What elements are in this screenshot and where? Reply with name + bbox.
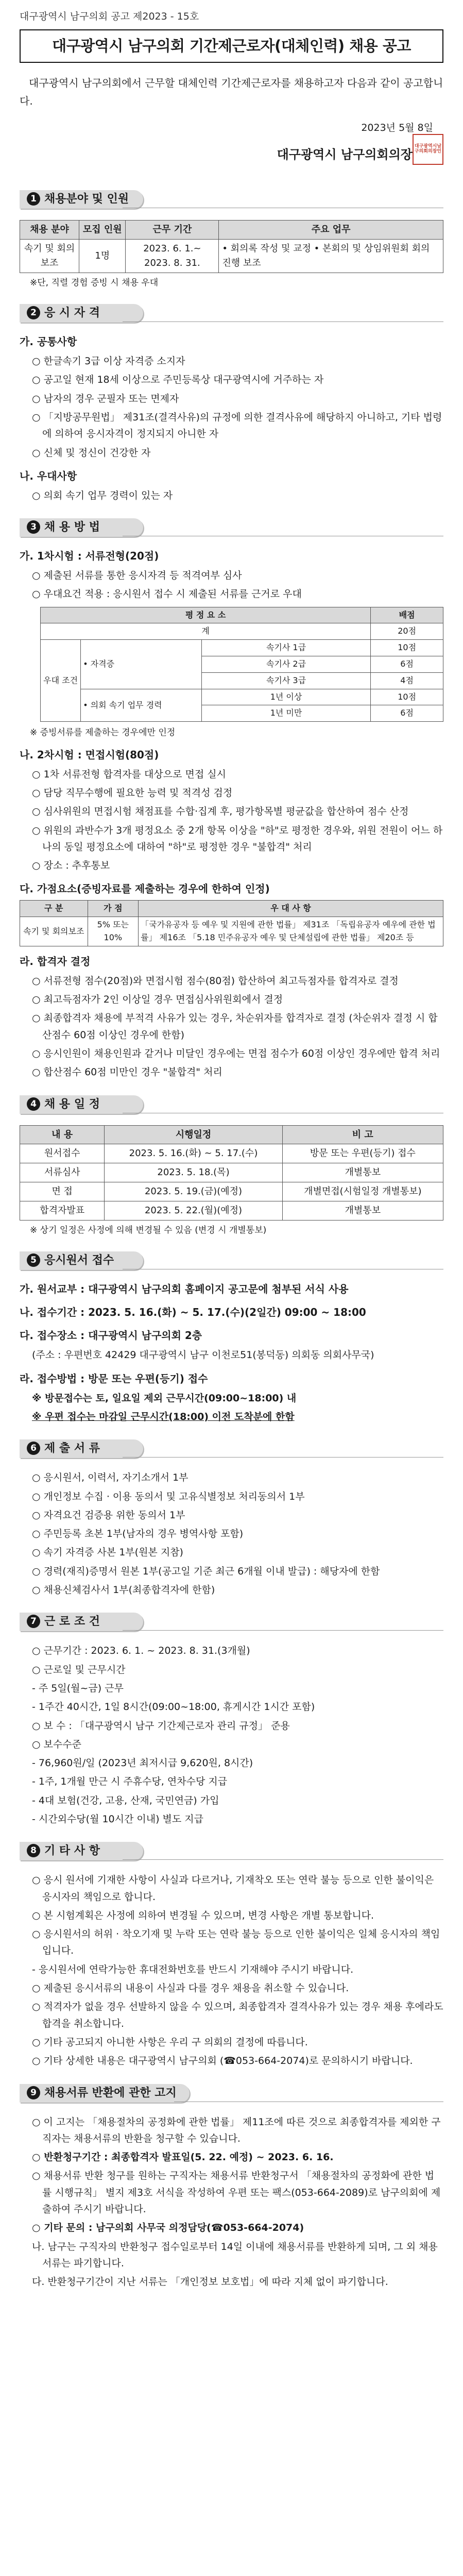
list-item: ○ 담당 직무수행에 필요한 능력 및 적격성 검정	[32, 787, 233, 799]
section-2-header	[20, 304, 443, 325]
list-item: ○ 서류전형 점수(20점)와 면접시험 점수(80점) 합산하여 최고득점자를 합격자로 결정	[32, 975, 399, 987]
list-item: ○ 신체 및 정신이 건강한 자	[32, 447, 151, 459]
list-item: ○ 공고일 현재 18세 이상으로 주민등록상 대구광역시에 거주하는 자	[32, 374, 324, 386]
list-item: ○ 근무기간 : 2023. 6. 1. ~ 2023. 8. 31.(3개월)	[32, 1645, 250, 1657]
list-item: ○ 의회 속기 업무 경력이 있는 자	[32, 489, 173, 501]
recruit-table	[20, 220, 443, 273]
section-4-header	[20, 1095, 443, 1116]
score-cell: 10점	[371, 689, 443, 705]
list-item: - 1주, 1개월 만근 시 주휴수당, 연차수당 지급	[32, 1776, 228, 1788]
application-item: 나. 접수기간 : 2023. 5. 16.(화) ~ 5. 17.(수)(2일간) 09:00 ~ 18:00	[20, 1306, 366, 1319]
list-item: ○ 심사위원의 면접시험 채점표를 수합·집계 후, 평가항목별 평균값을 합산하여 점수 산정	[32, 806, 409, 818]
score-cell: 4점	[371, 672, 443, 689]
subsection-interview: 나. 2차시험 : 면접시험(80점)	[20, 748, 159, 761]
schedule-note: ※ 상기 일정은 사정에 의해 변경될 수 있음 (변경 시 개별통보)	[30, 1225, 267, 1236]
list-item: ○ 이 고지는 「채용절차의 공정화에 관한 법률」 제11조에 따른 것으로 최종합격자를 제외한 구직자는 채용서류의 반환을 청구할 수 있습니다.	[32, 2116, 441, 2144]
section-5-header	[20, 1251, 443, 1272]
section-title: 제 출 서 류	[44, 1442, 100, 1455]
remark-cell: 방문 또는 우편(등기) 접수	[282, 1144, 443, 1163]
section-number: 7	[27, 1615, 40, 1628]
evaluation-table	[40, 607, 443, 722]
table-row	[20, 1201, 443, 1221]
category-cell: • 자격증	[81, 640, 202, 689]
preference-cell: 「국가유공자 등 예우 및 지원에 관한 법률」 제31조 「독립유공자 예우에 관한 법률」 제16조 「5.18 민주유공자 예우 및 단체설립에 관한 법률」 제20조 등	[139, 917, 443, 946]
list-item: ○ 근로일 및 근무시간	[32, 1664, 126, 1675]
section-title: 기 타 사 항	[44, 1844, 100, 1858]
header-schedule: 시행일정	[105, 1125, 282, 1144]
section-7-header	[20, 1613, 443, 1633]
section-title: 채 용 방 법	[44, 521, 100, 534]
item-cell: 1년 미만	[201, 705, 370, 722]
application-item: 가. 원서교부 : 대구광역시 남구의회 홈페이지 공고문에 첨부된 서식 사용	[20, 1283, 349, 1296]
schedule-cell: 2023. 5. 19.(금)(예정)	[105, 1182, 282, 1201]
header-points: 가 점	[88, 901, 139, 917]
list-item: ○ 자격요건 검증용 위한 동의서 1부	[32, 1509, 185, 1521]
category-cell: 속기 및 회의보조	[20, 917, 88, 946]
schedule-cell: 2023. 5. 18.(목)	[105, 1163, 282, 1182]
section-title: 근 로 조 건	[44, 1615, 100, 1629]
header-factor: 평 정 요 소	[41, 607, 371, 623]
list-item: ○ 기타 문의 : 남구의회 사무국 의정담당(☎053-664-2074)	[32, 2222, 304, 2234]
table-row	[41, 623, 443, 640]
schedule-table	[20, 1125, 443, 1221]
count-cell: 1명	[79, 239, 126, 273]
list-item: - 4대 보험(건강, 고용, 산재, 국민연금) 가입	[32, 1794, 219, 1806]
list-item: ○ 한글속기 3급 이상 자격증 소지자	[32, 355, 185, 367]
section-number: 3	[27, 520, 40, 534]
list-item: - 응시원서에 연락가능한 휴대전화번호를 반드시 기재해야 주시기 바랍니다.	[32, 1963, 354, 1975]
list-item: - 시간외수당(월 10시간 이내) 별도 지급	[32, 1814, 204, 1825]
list-item: - 1주간 40시간, 1일 8시간(09:00~18:00, 휴게시간 1시간 포함)	[32, 1701, 315, 1713]
list-item: - 76,960원/일 (2023년 최저시급 9,620원, 8시간)	[32, 1757, 253, 1769]
section-title: 채용분야 및 인원	[44, 193, 129, 206]
header-field: 채용 분야	[20, 221, 79, 240]
official-seal-icon: 대구광역시남구의회의장인	[413, 134, 443, 165]
section-title: 응 시 자 격	[44, 307, 100, 320]
section-number: 8	[27, 1844, 40, 1857]
list-item: ○ 본 시험계획은 사정에 의하여 변경될 수 있으며, 변경 사항은 개별 통보합니다.	[32, 1909, 374, 1921]
list-item: ○ 응시인원이 채용인원과 같거나 미달인 경우에는 면접 점수가 60점 이상인 경우에만 합격 처리	[32, 1047, 440, 1059]
list-item: ○ 위원의 과반수가 3개 평정요소 중 2개 항목 이상을 "하"로 평정한 경우와, 위원 전원이 어느 하나의 동일 평정요소에 대하여 "하"로 평정한 경우 "불합격" 처리	[32, 824, 443, 853]
list-item: ○ 응시원서, 이력서, 자기소개서 1부	[32, 1472, 188, 1484]
section-title: 채 용 일 정	[44, 1097, 100, 1111]
list-item: ○ 경력(재직)증명서 원본 1부(공고일 기준 최근 6개월 이내 발급) : 해당자에 한함	[32, 1565, 380, 1577]
table-row	[20, 1163, 443, 1182]
list-item: ○ 기타 공고되지 아니한 사항은 우리 구 의회의 결정에 따릅니다.	[32, 2036, 308, 2048]
header-content: 내 용	[20, 1125, 105, 1144]
list-item: ○ 제출된 서류를 통한 응시자격 등 적격여부 심사	[32, 570, 242, 582]
header-duty: 주요 업무	[219, 221, 443, 240]
score-cell: 6점	[371, 656, 443, 673]
section-number: 4	[27, 1097, 40, 1111]
table-row	[20, 239, 443, 273]
section-title: 채용서류 반환에 관한 고지	[44, 2086, 177, 2099]
list-item: ○ 반환청구기간 : 최종합격자 발표일(5. 22. 예정) ~ 2023. 6. 16.	[32, 2151, 334, 2163]
item-cell: 속기사 3급	[201, 672, 370, 689]
application-note: ※ 방문접수는 토, 일요일 제외 근무시간(09:00~18:00) 내	[32, 1392, 297, 1404]
schedule-cell: 2023. 5. 22.(월)(예정)	[105, 1201, 282, 1221]
table-row	[41, 640, 443, 656]
header-category: 구 분	[20, 901, 88, 917]
subsection-preference: 나. 우대사항	[20, 469, 77, 482]
table-row	[20, 1144, 443, 1163]
total-score: 20점	[371, 623, 443, 640]
section-1-header	[20, 190, 443, 211]
remark-cell: 개별통보	[282, 1201, 443, 1221]
doc-code: 대구광역시 남구의회 공고 제2023 - 15호	[20, 11, 199, 22]
list-item: 다. 반환청구기간이 지난 서류는 「개인정보 보호법」에 따라 지체 없이 파기합니다.	[32, 2276, 388, 2288]
issuer	[20, 145, 443, 164]
list-item: ○ 장소 : 추후통보	[32, 860, 110, 872]
points-cell: 5% 또는 10%	[88, 917, 139, 946]
list-item: ○ 합산점수 60점 미만인 경우 "불합격" 처리	[32, 1066, 222, 1078]
total-label: 계	[41, 623, 371, 640]
list-item: ○ 제출된 응시서류의 내용이 사실과 다를 경우 채용을 취소할 수 있습니다.	[32, 1982, 349, 1994]
list-item: ○ 우대요건 적용 : 응시원서 접수 시 제출된 서류를 근거로 우대	[32, 588, 302, 600]
list-item: ○ 「지방공무원법」 제31조(결격사유)의 규정에 의한 결격사유에 해당하지 아니하고, 기타 법령에 의하여 응시자격이 정지되지 아니한 자	[32, 411, 442, 440]
list-item: ○ 기타 상세한 내용은 대구광역시 남구의회 (☎053-664-2074)로 문의하시기 바랍니다.	[32, 2055, 413, 2067]
issuer-name: 대구광역시 남구의회의장	[277, 147, 413, 162]
section-number: 9	[27, 2086, 40, 2099]
remark-cell: 개별면접(시험일정 개별통보)	[282, 1182, 443, 1201]
list-item: 나. 남구는 구직자의 반환청구 접수일로부터 14일 이내에 채용서류를 반환하게 되며, 그 외 채용서류는 파기합니다.	[32, 2241, 438, 2269]
section-9-header	[20, 2084, 443, 2105]
item-cell: 속기사 2급	[201, 656, 370, 673]
duty-cell: • 회의록 작성 및 교정 • 본회의 및 상임위원회 회의 진행 보조	[219, 239, 443, 273]
subsection-decision: 라. 합격자 결정	[20, 955, 91, 968]
application-note: ※ 우편 접수는 마감일 근무시간(18:00) 이전 도착분에 한함	[32, 1411, 295, 1422]
header-score: 배점	[371, 607, 443, 623]
intro-text: 대구광역시 남구의회에서 근무할 대체인력 기간제근로자를 채용하고자 다음과 같이 공고합니다.	[20, 77, 443, 108]
application-address: (주소 : 우편번호 42429 대구광역시 남구 이천로51(봉덕동) 의회동 의회사무국)	[32, 1349, 374, 1361]
category-cell: • 의회 속기 업무 경력	[81, 689, 202, 722]
table-row	[20, 917, 443, 946]
subsection-bonus: 다. 가점요소(증빙자료를 제출하는 경우에 한하여 인정)	[20, 883, 270, 895]
list-item: ○ 적격자가 없을 경우 선발하지 않을 수 있으며, 최종합격자 결격사유가 있는 경우 채용 후에라도 합격을 취소합니다.	[32, 2001, 443, 2029]
subsection-common: 가. 공통사항	[20, 335, 77, 348]
content-cell: 면 접	[20, 1182, 105, 1201]
list-item: ○ 응시 원서에 기재한 사항이 사실과 다르거나, 기재착오 또는 연락 불능 등으로 인한 불이익은 응시자의 책임으로 합니다.	[32, 1874, 434, 1903]
list-item: ○ 남자의 경우 군필자 또는 면제자	[32, 393, 179, 404]
list-item: ○ 속기 자격증 사본 1부(원본 지참)	[32, 1547, 183, 1558]
list-item: ○ 개인정보 수집 · 이용 동의서 및 고유식별정보 처리동의서 1부	[32, 1490, 305, 1502]
field-cell: 속기 및 회의보조	[20, 239, 79, 273]
list-item: ○ 주민등록 초본 1부(남자의 경우 병역사항 포함)	[32, 1528, 244, 1540]
list-item: ○ 보 수 : 「대구광역시 남구 기간제근로자 관리 규정」 준용	[32, 1720, 290, 1732]
application-item: 라. 접수방법 : 방문 또는 우편(등기) 접수	[20, 1372, 208, 1385]
content-cell: 합격자발표	[20, 1201, 105, 1221]
list-item: ○ 응시원서의 허위 · 착오기재 및 누락 또는 연락 불능 등으로 인한 불이익은 일체 응시자의 책임입니다.	[32, 1928, 440, 1957]
list-item: ○ 채용신체검사서 1부(최종합격자에 한함)	[32, 1584, 215, 1596]
subsection-document-screening: 가. 1차시험 : 서류전형(20점)	[20, 550, 159, 563]
bonus-table	[20, 900, 443, 946]
item-cell: 1년 이상	[201, 689, 370, 705]
evaluation-note: ※ 증빙서류를 제출하는 경우에만 인정	[30, 727, 176, 738]
item-cell: 속기사 1급	[201, 640, 370, 656]
section-title: 응시원서 접수	[44, 1254, 114, 1267]
section-6-header	[20, 1439, 443, 1460]
section-8-header	[20, 1842, 443, 1862]
section-number: 2	[27, 306, 40, 319]
section-number: 5	[27, 1253, 40, 1267]
list-item: - 주 5일(월~금) 근무	[32, 1682, 124, 1694]
header-preference: 우 대 사 항	[139, 901, 443, 917]
list-item: ○ 채용서류 반환 청구를 원하는 구직자는 채용서류 반환청구서 「채용절차의 공정화에 관한 법률 시행규칙」 별지 제3호 서식을 작성하여 우편 또는 팩스(053-664-2089)로 남구의회에 제출하여 주시기 바랍니다.	[32, 2170, 441, 2215]
schedule-cell: 2023. 5. 16.(화) ~ 5. 17.(수)	[105, 1144, 282, 1163]
section-3-header	[20, 518, 443, 539]
header-count: 모집 인원	[79, 221, 126, 240]
list-item: ○ 1차 서류전형 합격자를 대상으로 면접 실시	[32, 768, 226, 780]
table-row	[20, 1182, 443, 1201]
list-item: ○ 보수수준	[32, 1738, 82, 1750]
list-item: ○ 최고득점자가 2인 이상일 경우 면접심사위원회에서 결정	[32, 994, 283, 1006]
announcement-date: 2023년 5월 8일	[361, 122, 433, 134]
header-remark: 비 고	[282, 1125, 443, 1144]
group-cell: 우대 조건	[41, 640, 81, 722]
section-number: 1	[27, 192, 40, 206]
page-title: 대구광역시 남구의회 기간제근로자(대체인력) 채용 공고	[20, 29, 443, 63]
score-cell: 6점	[371, 705, 443, 722]
content-cell: 서류심사	[20, 1163, 105, 1182]
table-row	[41, 689, 443, 705]
header-period: 근무 기간	[126, 221, 219, 240]
period-cell: 2023. 6. 1.~ 2023. 8. 31.	[126, 239, 219, 273]
remark-cell: 개별통보	[282, 1163, 443, 1182]
list-item: ○ 최종합격자 채용에 부적격 사유가 있는 경우, 차순위자를 합격자로 결정 (차순위자 결정 시 합산점수 60점 이상인 경우에 한함)	[32, 1012, 438, 1041]
section-number: 6	[27, 1442, 40, 1455]
score-cell: 10점	[371, 640, 443, 656]
recruit-note: ※단, 직렬 경험 증빙 시 채용 우대	[30, 277, 159, 288]
application-item: 다. 접수장소 : 대구광역시 남구의회 2층	[20, 1329, 202, 1342]
content-cell: 원서접수	[20, 1144, 105, 1163]
